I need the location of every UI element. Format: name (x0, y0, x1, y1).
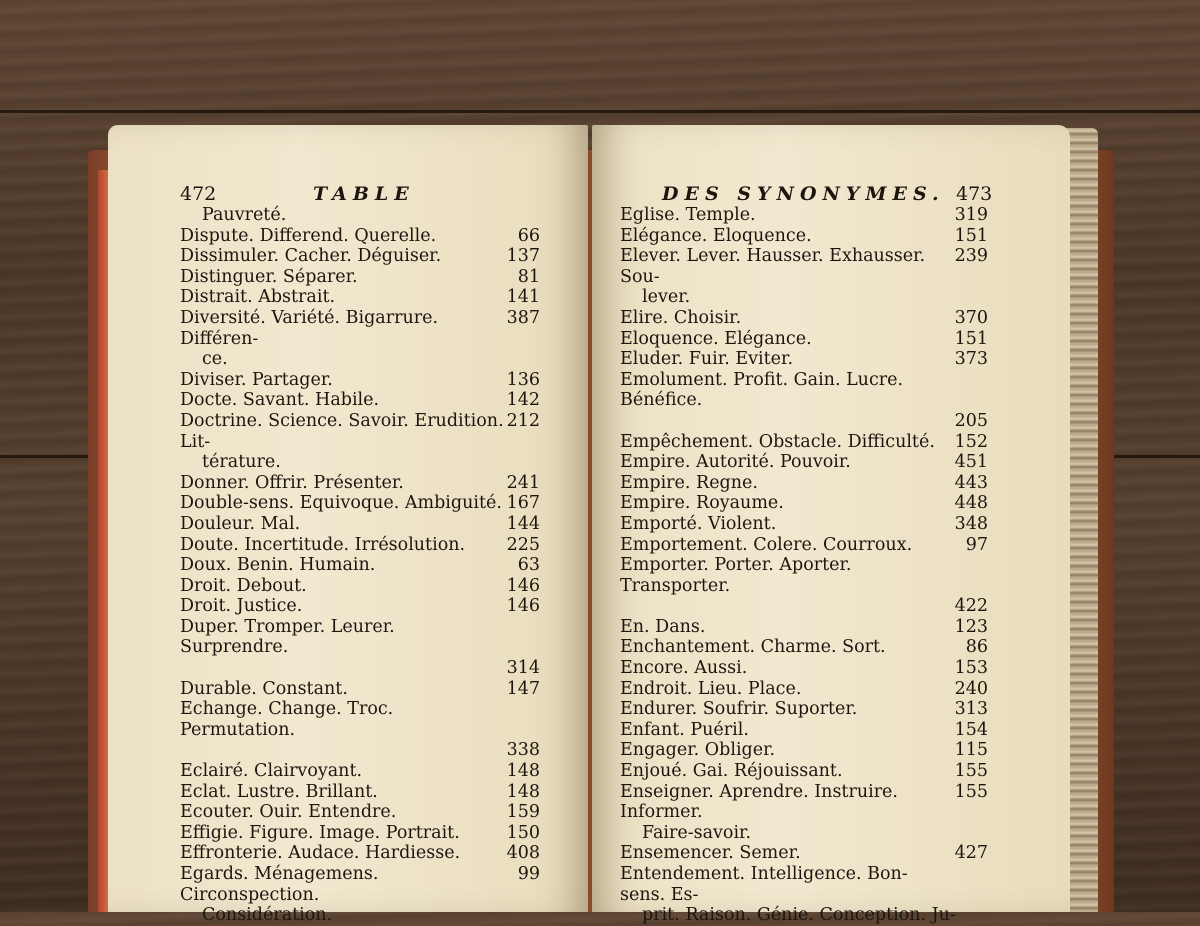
entry-term: Endurer. Soufrir. Suporter. (620, 699, 858, 720)
entry-term: Echange. Change. Troc. Permutation. (180, 699, 394, 740)
entry-term: Enfant. Puéril. (620, 719, 749, 740)
right-page (592, 125, 1070, 926)
index-entry (180, 802, 540, 823)
entry-page-number: 151 (954, 225, 988, 246)
entry-page-number: 154 (954, 719, 988, 740)
index-entry (180, 226, 540, 247)
index-entry (180, 370, 540, 391)
index-entry (180, 493, 540, 514)
entry-term: Ensemencer. Semer. (620, 843, 801, 864)
entry-page-number: 63 (517, 555, 540, 576)
index-entry (180, 267, 540, 288)
entry-term: Enchantement. Charme. Sort. (620, 637, 886, 658)
entry-term: Doctrine. Science. Savoir. Erudition. Lit- (180, 410, 504, 452)
entry-term: Elever. Lever. Hausser. Exhausser. Sou- (620, 246, 926, 287)
left-page-number: 472 (180, 183, 217, 205)
index-entry (180, 782, 540, 803)
index-entry (180, 761, 540, 782)
entry-page-number: 370 (954, 307, 988, 328)
entry-page-number: 155 (954, 781, 988, 802)
entry-page-number: 123 (954, 616, 988, 637)
index-entry (180, 679, 540, 700)
entry-page-number: 137 (506, 246, 540, 267)
index-entry (620, 740, 988, 761)
entry-page-number: 136 (506, 369, 540, 390)
entry-page-number: 99 (517, 864, 540, 884)
index-entry (180, 411, 540, 473)
index-entry (620, 864, 988, 926)
entry-page-number: 313 (954, 699, 988, 720)
entry-term: Empire. Royaume. (620, 493, 784, 514)
right-entries-list (620, 205, 988, 926)
index-entry (620, 349, 988, 370)
entry-term: Droit. Debout. (180, 575, 307, 596)
entry-page-number: 159 (506, 802, 540, 823)
entry-term: Douleur. Mal. (180, 513, 301, 534)
entry-page-number: 451 (954, 452, 988, 473)
entry-page-number: 148 (506, 781, 540, 802)
entry-term: Elire. Choisir. (620, 307, 742, 328)
index-entry (180, 596, 540, 617)
entry-page-number: 148 (506, 761, 540, 782)
entry-term: Egards. Ménagemens. Circonspection. (180, 864, 379, 905)
index-entry (620, 782, 988, 844)
entry-term: Duper. Tromper. Leurer. Surprendre. (180, 616, 395, 658)
entry-page-number: 81 (517, 266, 540, 287)
entry-term: Entendement. Intelligence. Bon-sens. Es- (620, 864, 908, 905)
entry-term: Ecouter. Ouir. Entendre. (180, 802, 397, 823)
entry-term: Doux. Benin. Humain. (180, 555, 376, 576)
index-entry (620, 246, 988, 308)
right-page-header: DES SYNONYMES. (662, 183, 945, 205)
entry-page-number: 152 (954, 431, 988, 452)
entry-term: Eclat. Lustre. Brillant. (180, 781, 378, 802)
index-entry (620, 308, 988, 329)
entry-page-number: 387 (506, 307, 540, 328)
entry-continuation: lever. (642, 287, 691, 308)
entry-term: Elégance. Eloquence. (620, 225, 812, 246)
left-entries-list (180, 205, 540, 926)
entry-continuation: ce. (202, 349, 228, 370)
entry-page-number: 144 (506, 513, 540, 534)
entry-page-number: 167 (506, 493, 540, 514)
index-entry (620, 329, 988, 350)
index-entry (620, 761, 988, 782)
entry-term: Effigie. Figure. Image. Portrait. (180, 822, 460, 843)
index-entry (620, 432, 988, 453)
entry-term: Eclairé. Clairvoyant. (180, 761, 363, 782)
entry-continuation: Considération. (202, 905, 333, 926)
entry-page-number: 240 (954, 678, 988, 699)
entry-page-number: 338 (506, 740, 540, 761)
entry-term: Durable. Constant. (180, 678, 348, 699)
entry-continuation: Faire-savoir. (642, 822, 752, 843)
entry-page-number: 97 (965, 534, 988, 555)
index-entry (180, 699, 540, 761)
entry-term: Empire. Autorité. Pouvoir. (620, 452, 851, 473)
index-entry (620, 555, 988, 617)
entry-term: Pauvreté. (202, 205, 287, 225)
index-entry (180, 617, 540, 679)
index-entry (620, 514, 988, 535)
entry-page-number: 427 (954, 843, 988, 864)
index-entry (180, 390, 540, 411)
entry-page-number: 115 (954, 740, 988, 761)
entry-page-number: 225 (506, 534, 540, 555)
entry-term: Droit. Justice. (180, 596, 303, 617)
entry-term: Eloquence. Elégance. (620, 328, 812, 349)
entry-term: Dispute. Differend. Querelle. (180, 225, 437, 246)
entry-term: Encore. Aussi. (620, 658, 748, 679)
entry-page-number: 150 (506, 822, 540, 843)
entry-page-number: 205 (954, 410, 988, 431)
index-entry (620, 679, 988, 700)
right-page-number: 473 (956, 183, 993, 205)
index-entry (180, 823, 540, 844)
entry-term: Effronterie. Audace. Hardiesse. (180, 843, 461, 864)
index-entry (620, 473, 988, 494)
entry-term: Empire. Regne. (620, 472, 758, 493)
index-entry (620, 493, 988, 514)
entry-term: Emolument. Profit. Gain. Lucre. Bénéfice. (620, 369, 904, 411)
entry-page-number: 146 (506, 575, 540, 596)
index-entry (180, 473, 540, 494)
entry-term: Eluder. Fuir. Eviter. (620, 349, 794, 370)
index-entry (180, 205, 540, 226)
index-entry (180, 246, 540, 267)
index-entry (620, 637, 988, 658)
entry-term: Enseigner. Aprendre. Instruire. Informer. (620, 781, 898, 823)
entry-page-number: 319 (954, 205, 988, 225)
index-entry (180, 576, 540, 597)
entry-term: Diversité. Variété. Bigarrure. Différen- (180, 307, 439, 349)
entry-page-number: 155 (954, 761, 988, 782)
entry-term: Empêchement. Obstacle. Difficulté. (620, 431, 935, 452)
index-entry (180, 308, 540, 370)
index-entry (180, 514, 540, 535)
wood-plank-gap (0, 110, 1200, 113)
entry-page-number: 408 (506, 843, 540, 864)
entry-term: Engager. Obliger. (620, 740, 776, 761)
entry-page-number: 422 (954, 596, 988, 617)
entry-page-number: 142 (506, 390, 540, 411)
entry-term: Diviser. Partager. (180, 369, 333, 390)
entry-page-number: 86 (965, 637, 988, 658)
index-entry (620, 452, 988, 473)
entry-term: Emportement. Colere. Courroux. (620, 534, 913, 555)
index-entry (180, 535, 540, 556)
entry-term: Dissimuler. Cacher. Déguiser. (180, 246, 442, 267)
entry-page-number: 153 (954, 658, 988, 679)
entry-term: Distinguer. Séparer. (180, 266, 358, 287)
left-page-header: TABLE (313, 183, 415, 205)
entry-term: Emporté. Violent. (620, 513, 777, 534)
entry-page-number: 141 (506, 287, 540, 308)
entry-term: Endroit. Lieu. Place. (620, 678, 802, 699)
index-entry (620, 843, 988, 864)
entry-term: Docte. Savant. Habile. (180, 390, 380, 411)
entry-term: Donner. Offrir. Présenter. (180, 472, 404, 493)
entry-term: Emporter. Porter. Aporter. Transporter. (620, 555, 852, 596)
index-entry (620, 658, 988, 679)
entry-page-number: 314 (506, 658, 540, 679)
index-entry (180, 555, 540, 576)
entry-page-number: 66 (517, 225, 540, 246)
index-entry (620, 699, 988, 720)
entry-page-number: 151 (954, 328, 988, 349)
index-entry (620, 617, 988, 638)
index-entry (180, 287, 540, 308)
index-entry (620, 205, 988, 226)
entry-page-number: 448 (954, 493, 988, 514)
entry-term: Enjoué. Gai. Réjouissant. (620, 761, 843, 782)
left-page (108, 125, 588, 926)
entry-page-number: 147 (506, 678, 540, 699)
index-entry (180, 843, 540, 864)
index-entry (620, 370, 988, 432)
index-entry (620, 535, 988, 556)
entry-continuation: térature. (202, 452, 281, 473)
entry-page-number: 212 (506, 410, 540, 431)
entry-term: Doute. Incertitude. Irrésolution. (180, 534, 466, 555)
entry-continuation: prit. Raison. Génie. Conception. Ju- (642, 905, 956, 926)
index-entry (620, 720, 988, 741)
entry-term: Eglise. Temple. (620, 205, 756, 225)
entry-term: En. Dans. (620, 616, 706, 637)
entry-page-number: 373 (954, 349, 988, 370)
index-entry (180, 864, 540, 926)
entry-term: Distrait. Abstrait. (180, 287, 336, 308)
entry-page-number: 348 (954, 513, 988, 534)
entry-term: Double-sens. Equivoque. Ambiguité. (180, 493, 502, 514)
entry-page-number: 443 (954, 472, 988, 493)
entry-page-number: 239 (954, 246, 988, 267)
entry-page-number: 146 (506, 596, 540, 617)
entry-page-number: 241 (506, 472, 540, 493)
index-entry (620, 226, 988, 247)
